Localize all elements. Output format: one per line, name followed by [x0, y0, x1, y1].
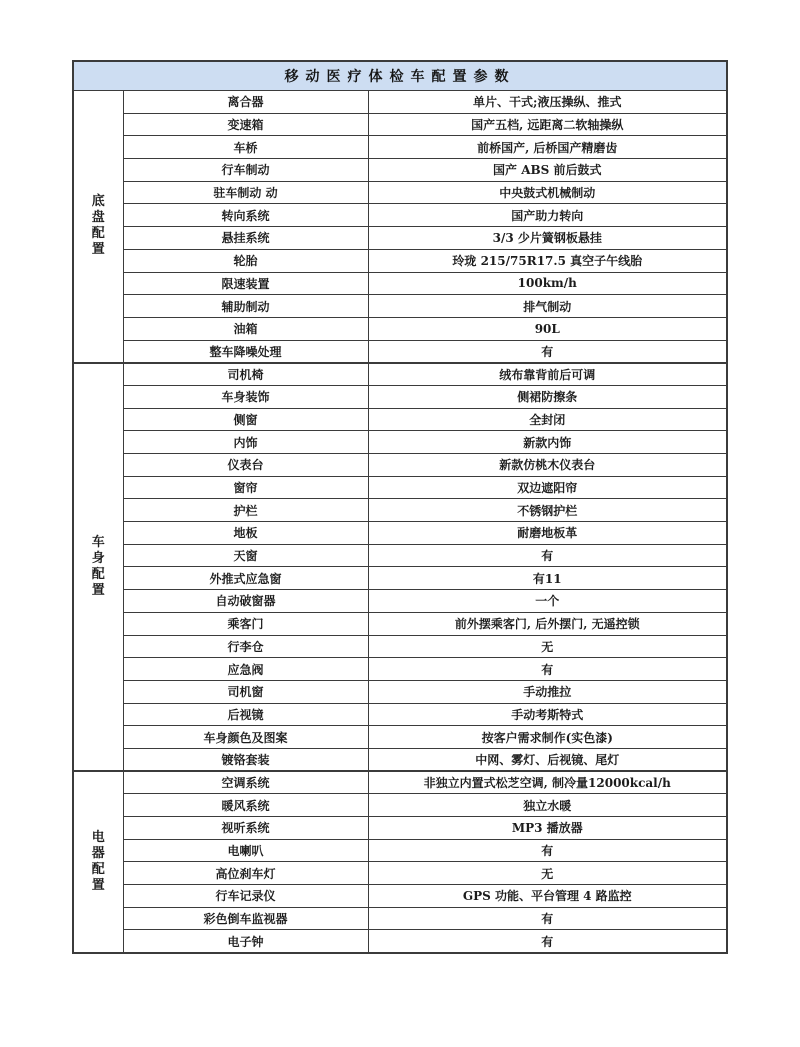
item-value: 独立水暖 [368, 794, 727, 817]
table-row [73, 703, 727, 726]
item-value: MP3 播放器 [368, 817, 727, 840]
table-row [73, 885, 727, 908]
item-value: 无 [368, 635, 727, 658]
section-label [73, 771, 123, 953]
item-name: 后视镜 [123, 703, 368, 726]
table-row [73, 839, 727, 862]
item-value: 排气制动 [368, 295, 727, 318]
section-label-text: 车 身 配 置 [91, 534, 105, 598]
item-value: 有 [368, 839, 727, 862]
table-row [73, 680, 727, 703]
item-value: 国产助力转向 [368, 204, 727, 227]
section-label-text: 底 盘 配 置 [91, 194, 105, 258]
table-row [73, 363, 727, 386]
table-row [73, 408, 727, 431]
item-value: 100km/h [368, 272, 727, 295]
item-name: 暖风系统 [123, 794, 368, 817]
table-row [73, 748, 727, 771]
item-value: 新款仿桃木仪表台 [368, 454, 727, 477]
table-row [73, 567, 727, 590]
table-row [73, 544, 727, 567]
table-row [73, 181, 727, 204]
item-value: 新款内饰 [368, 431, 727, 454]
item-name: 内饰 [123, 431, 368, 454]
item-name: 应急阀 [123, 658, 368, 681]
table-row [73, 227, 727, 250]
item-name: 自动破窗器 [123, 590, 368, 613]
item-value: 按客户需求制作(实色漆) [368, 726, 727, 749]
item-name: 变速箱 [123, 113, 368, 136]
item-name: 高位刹车灯 [123, 862, 368, 885]
table-header-row [73, 61, 727, 91]
item-value: 手动推拉 [368, 680, 727, 703]
item-name: 彩色倒车监视器 [123, 907, 368, 930]
item-value: 有 [368, 340, 727, 363]
item-name: 转向系统 [123, 204, 368, 227]
table-row [73, 862, 727, 885]
item-name: 车身颜色及图案 [123, 726, 368, 749]
item-name: 辅助制动 [123, 295, 368, 318]
table-row [73, 476, 727, 499]
item-value: 3/3 少片簧钢板悬挂 [368, 227, 727, 250]
spec-table [72, 60, 728, 954]
table-row [73, 113, 727, 136]
table-row [73, 635, 727, 658]
table-row [73, 499, 727, 522]
spec-sheet [72, 60, 726, 954]
item-name: 地板 [123, 522, 368, 545]
item-value: 有 [368, 544, 727, 567]
spec-table-body [73, 91, 727, 953]
item-value: 单片、干式;液压操纵、推式 [368, 91, 727, 114]
item-name: 驻车制动 动 [123, 181, 368, 204]
item-value: 一个 [368, 590, 727, 613]
table-row [73, 907, 727, 930]
item-value: 全封闭 [368, 408, 727, 431]
item-name: 油箱 [123, 317, 368, 340]
item-name: 车桥 [123, 136, 368, 159]
item-name: 悬挂系统 [123, 227, 368, 250]
table-row [73, 136, 727, 159]
table-row [73, 91, 727, 114]
item-name: 仪表台 [123, 454, 368, 477]
item-value: 国产五档, 远距离二软轴操纵 [368, 113, 727, 136]
item-name: 电子钟 [123, 930, 368, 953]
table-row [73, 204, 727, 227]
item-name: 行车记录仪 [123, 885, 368, 908]
item-name: 整车降噪处理 [123, 340, 368, 363]
table-row [73, 272, 727, 295]
table-row [73, 431, 727, 454]
table-row [73, 726, 727, 749]
item-name: 限速装置 [123, 272, 368, 295]
table-row [73, 249, 727, 272]
table-row [73, 794, 727, 817]
table-row [73, 385, 727, 408]
table-row [73, 771, 727, 794]
section-label [73, 91, 123, 363]
item-name: 行车制动 [123, 159, 368, 182]
item-value: 玲珑 215/75R17.5 真空子午线胎 [368, 249, 727, 272]
item-value: 双边遮阳帘 [368, 476, 727, 499]
item-name: 离合器 [123, 91, 368, 114]
item-name: 电喇叭 [123, 839, 368, 862]
item-name: 侧窗 [123, 408, 368, 431]
item-name: 司机椅 [123, 363, 368, 386]
item-name: 乘客门 [123, 612, 368, 635]
item-value: 耐磨地板革 [368, 522, 727, 545]
table-row [73, 454, 727, 477]
item-value: 绒布靠背前后可调 [368, 363, 727, 386]
item-value: 中网、雾灯、后视镜、尾灯 [368, 748, 727, 771]
item-name: 视听系统 [123, 817, 368, 840]
section-label-text: 电 器 配 置 [91, 829, 105, 893]
item-value: 手动考斯特式 [368, 703, 727, 726]
table-row [73, 340, 727, 363]
item-name: 窗帘 [123, 476, 368, 499]
item-name: 外推式应急窗 [123, 567, 368, 590]
item-value: 中央鼓式机械制动 [368, 181, 727, 204]
table-row [73, 295, 727, 318]
item-name: 空调系统 [123, 771, 368, 794]
item-value: 有 [368, 930, 727, 953]
item-name: 司机窗 [123, 680, 368, 703]
item-name: 镀铬套装 [123, 748, 368, 771]
item-value: GPS 功能、平台管理 4 路监控 [368, 885, 727, 908]
item-value: 前桥国产, 后桥国产精磨齿 [368, 136, 727, 159]
item-value: 有 [368, 658, 727, 681]
table-row [73, 522, 727, 545]
item-value: 90L [368, 317, 727, 340]
item-name: 车身装饰 [123, 385, 368, 408]
item-name: 护栏 [123, 499, 368, 522]
item-value: 不锈钢护栏 [368, 499, 727, 522]
item-value: 侧裙防擦条 [368, 385, 727, 408]
item-value: 有 [368, 907, 727, 930]
table-row [73, 159, 727, 182]
table-row [73, 612, 727, 635]
item-value: 无 [368, 862, 727, 885]
item-name: 轮胎 [123, 249, 368, 272]
table-row [73, 930, 727, 953]
item-name: 行李仓 [123, 635, 368, 658]
item-value: 国产 ABS 前后鼓式 [368, 159, 727, 182]
table-row [73, 817, 727, 840]
table-row [73, 317, 727, 340]
item-value: 有11 [368, 567, 727, 590]
table-title: 移动医疗体检车配置参数 [73, 61, 727, 91]
item-value: 非独立内置式松芝空调, 制冷量12000kcal/h [368, 771, 727, 794]
table-row [73, 590, 727, 613]
section-label [73, 363, 123, 771]
item-value: 前外摆乘客门, 后外摆门, 无遥控锁 [368, 612, 727, 635]
item-name: 天窗 [123, 544, 368, 567]
table-row [73, 658, 727, 681]
